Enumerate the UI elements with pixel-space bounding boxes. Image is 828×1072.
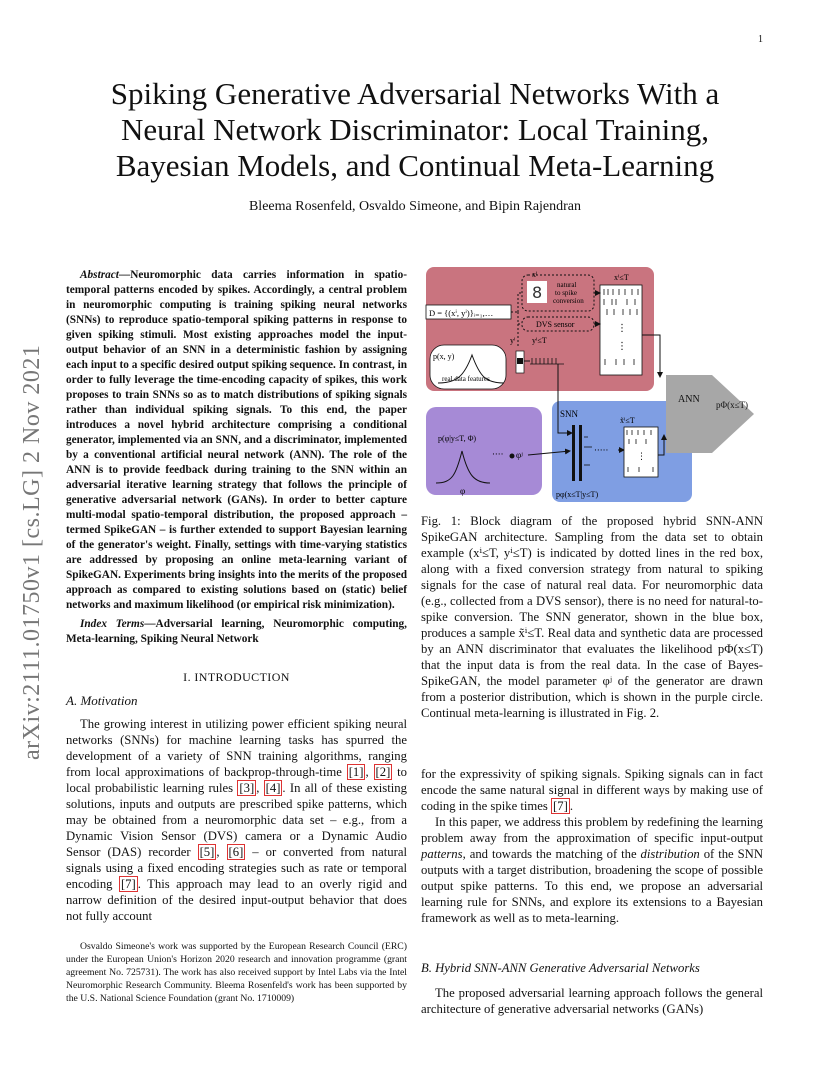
svg-text:8: 8 — [532, 283, 543, 302]
text-run: , and towards the matching of the — [462, 847, 641, 861]
ann-label: ANN — [678, 394, 700, 405]
pxy-label: p(x, y) — [433, 352, 455, 361]
title-line: Neural Network Discriminator: Local Training, — [120, 112, 710, 147]
dvs-label: DVS sensor — [536, 320, 575, 329]
text-run: , — [256, 781, 264, 795]
abstract — [66, 268, 407, 613]
text-run: The growing interest in utilizing power efficient spiking neural networks (SNNs) for machine learning tasks has spurred the development of a variety of SNN training algorithms, ranging from local approximations of backprop-through-time — [66, 717, 407, 779]
abstract-text: —Neuromorphic data carries information in spatio-temporal patterns encoded by spikes. Accordingly, a central problem in neuromorphic computing is training spiking neural networks (SNNs) to reproduce spatio-temporal spiking patterns in response to given spiking stimuli. Most existing approaches model the input-output behavior of an SNN in a deterministic fashion by assigning each input to a specific desired output spiking sequence. In contrast, in order to fully leverage the time-encoding capacity of spikes, this work proposes to train SNNs so as to match distributions of spiking signals rather than individual spiking signals. To this end, the paper introduces a novel hybrid architecture comprising a conditional generator, implemented via an SNN, and a discriminator, implemented by a conventional artificial neural network (ANN). The role of the ANN is to provide feedback during training to the SNN within an adversarial iterative learning strategy that follows the principle of generative adversarial network (GANs). In order to better capture multi-modal spatio-temporal distribution, the proposed approach – termed SpikeGAN – is further extended to support Bayesian learning of the generator's weight. Finally, settings with time-varying statistics are addressed by proposing an online meta-learning variant of SpikeGAN. Experiments bring insights into the merits of the proposed approach as compared to existing solutions based on (static) belief networks and maximum likelihood (or empirical risk minimization). — [66, 269, 407, 611]
subsection-heading: B. Hybrid SNN-ANN Generative Adversarial Networks — [421, 961, 700, 975]
text-run: . This approach may lead to an overly rigid and narrow definition of the desired input-output behavior that does not fully account — [66, 877, 407, 923]
svg-text:⋮: ⋮ — [617, 323, 627, 334]
text-run: , — [216, 845, 227, 859]
x-tilde-label: x̃ⁱ≤T — [620, 416, 635, 425]
footnote — [66, 940, 407, 1005]
yi-label: yⁱ — [510, 336, 516, 345]
caption-text: Fig. 1: Block diagram of the proposed hybrid SNN-ANN SpikeGAN architecture. Sampling from the data set to obtain example (xⁱ≤T, yⁱ≤T) is indicated by dotted lines in the red box, along with a fixed conversion strategy from natural to spiking signals for the case of natural real data. For neuromorphic data (e.g., collected from a DVS sensor), there is no need for natural-to-spike conversion. The SNN generator, shown in the blue box, produces a sample x̃ⁱ≤T. Real data and synthetic data are processed by an ANN discriminator that evaluates the likelihood pΦ(x≤T) that the input data is from the real data. In the case of Bayes-SpikeGAN, the model parameter φʲ of the generator are drawn from a posterior distribution, which is shown in the purple circle. Continual meta-learning is illustrated in Fig. 2. — [421, 514, 763, 720]
svg-text:·····: ····· — [594, 446, 609, 456]
x-leq-t-label: xⁱ≤T — [614, 273, 629, 282]
paper-title — [60, 76, 770, 184]
citation-link[interactable]: [7] — [120, 877, 136, 891]
p-phi-gen-label: pφ(x≤T|y≤T) — [556, 490, 599, 499]
phi-label: φ — [460, 486, 466, 496]
footnote-text: Osvaldo Simeone's work was supported by the European Research Council (ERC) under the European Union's Horizon 2020 research and innovation programme (grant agreement No. 725731). The work has also received support by Intel Labs via the Intel Neuromorphic Research Community. Bleema Rosenfeld's work has been supported by the U.S. National Science Foundation (grant No. 1710009) — [66, 941, 407, 1004]
text-run: In this paper, we address this problem by redefining the learning problem away from the approximation of specific input-output — [421, 815, 763, 845]
emphasis: distribution — [640, 847, 700, 861]
real-data-label: real data features — [442, 375, 490, 383]
title-line: Spiking Generative Adversarial Networks With a — [110, 76, 720, 111]
index-terms-text: —Adversarial learning, Neuromorphic computing, Meta-learning, Spiking Neural Network — [66, 618, 407, 645]
snn-label: SNN — [560, 409, 579, 419]
p-phi-label: pΦ(x≤T) — [716, 400, 749, 410]
posterior-label: p(φ|y≤T, Φ) — [438, 434, 477, 443]
text-run: . In all of these existing solutions, inputs and outputs are prescribed spike patterns, which may be obtained from a neuromorphic data set – e.g., from a Dynamic Vision Sensor (DVS) camera or a Dynamic Audio Sensor (DAS) recorder — [66, 781, 407, 859]
citation-link[interactable]: [4] — [265, 781, 281, 795]
citation-link[interactable]: [3] — [239, 781, 255, 795]
citation-link[interactable]: [1] — [348, 765, 364, 779]
figure-block-diagram — [424, 265, 759, 505]
paragraph-text: The proposed adversarial learning approach follows the general architecture of generative adversarial networks (GANs) — [421, 986, 763, 1016]
phi-j-label: φʲ — [516, 450, 523, 460]
figure-caption — [421, 513, 763, 721]
citation-link[interactable]: [7] — [553, 799, 568, 813]
citation-link[interactable]: [5] — [199, 845, 215, 859]
paragraph-right-column — [421, 766, 763, 926]
abstract-label: Abstract — [80, 269, 119, 281]
subsection-heading: A. Motivation — [66, 693, 138, 708]
paragraph-hybrid — [421, 985, 763, 1017]
emphasis: patterns — [421, 847, 463, 861]
citation-link[interactable]: [2] — [375, 765, 391, 779]
natural-label: natural — [557, 281, 577, 289]
y-leq-t-label: yⁱ≤T — [532, 336, 547, 345]
text-run: , — [365, 765, 374, 779]
index-terms — [66, 617, 407, 647]
paragraph-motivation — [66, 716, 407, 924]
svg-text:····: ···· — [492, 450, 504, 460]
ann-block — [666, 375, 712, 453]
section-heading: I. INTRODUCTION — [183, 670, 290, 684]
conversion-label: conversion — [553, 297, 584, 305]
authors: Bleema Rosenfeld, Osvaldo Simeone, and Bipin Rajendran — [248, 199, 582, 214]
text-run: for the expressivity of spiking signals. Spiking signals can in fact encode the same natural signal in different ways by making use of coding in the spike times — [421, 767, 763, 813]
svg-text:⋮: ⋮ — [617, 341, 627, 352]
text-run: to local probabilistic learning rules — [66, 765, 408, 795]
text-run: of the SNN outputs with a target distribution, broadening the scope of possible output spike patterns. To this end, we propose an adversarial learning rule for SNNs, and explore its extensions to a Bayesian framework as well as to meta-learning. — [421, 847, 764, 925]
to-spike-label: to spike — [555, 289, 577, 297]
title-line: Bayesian Models, and Continual Meta-Learning — [115, 148, 715, 183]
arxiv-stamp: arXiv:2111.01750v1 [cs.LG] 2 Nov 2021 — [19, 344, 45, 760]
dataset-label: D = {(xⁱ, yⁱ)}ᵢ₌₁,… — [429, 308, 494, 318]
citation-link[interactable]: [6] — [228, 845, 244, 859]
page-number: 1 — [758, 34, 763, 45]
index-terms-label: Index Terms — [80, 618, 145, 630]
text-run: . — [569, 799, 573, 813]
svg-text:⋮: ⋮ — [637, 452, 646, 462]
xi-label: xⁱ — [532, 270, 538, 279]
text-run: – or converted from natural signals using a fixed encoding strategies such as rate or temporal encoding — [66, 845, 408, 891]
ann-output-arrow — [712, 375, 754, 453]
